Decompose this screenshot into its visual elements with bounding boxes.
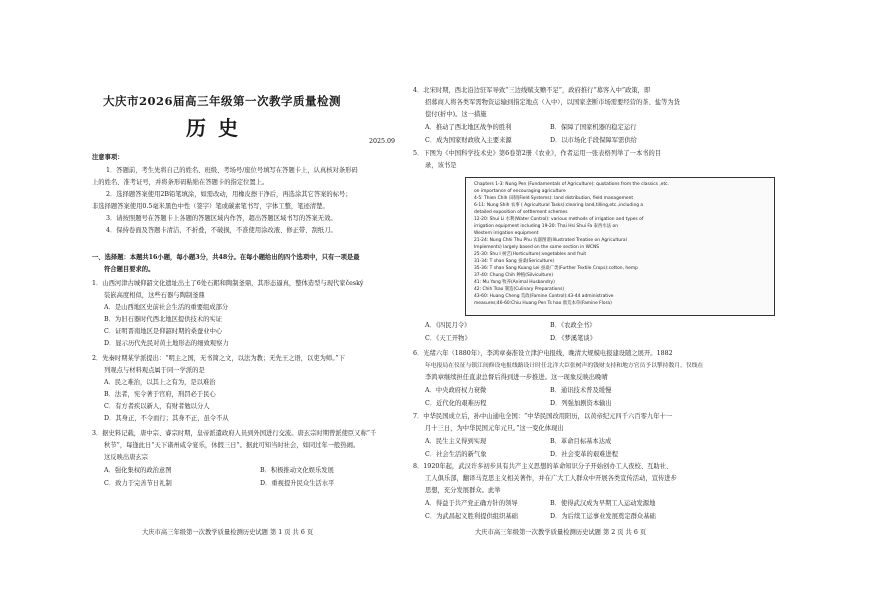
q3-option-c: C．致力于完善节日礼制 [104, 480, 172, 487]
q4-stem: 偿付(折中)。这一措施 [425, 111, 487, 118]
q6-stem: 李鸿章继续担任直隶总督后得到进一步推进。这一现象反映出晚晴 [425, 374, 608, 381]
q1-option-b: B．为旧石器时代西北地区提供技术的实证 [104, 316, 222, 323]
toc-line: 43-60: Huang Cheng 荒政(Famine Control):43-44 administrative [474, 294, 614, 299]
q4-stem: 招募商人将各类军需物资运输到指定地点（入中），以国家垄断市场需要经营的茶、盐等为货 [425, 99, 681, 106]
q3-stem: 秋节”，每逢此日“天下诸州咸令宴乐，休假三日”。据此可知当时社会，如同过年一般热闹。 [104, 442, 360, 449]
q1-stem: 装嵌高度相似，这些石器与陶制釜鼎 [104, 292, 205, 299]
q8-stem: 工人俱乐部，翻译马克思主义相关著作，并在广大工人群众中开展各类宣传活动，宣传进步 [425, 475, 677, 482]
q4-option-a: A．推动了西北地区战争的胜利 [425, 124, 512, 131]
left-page [0, 0, 430, 615]
q3-option-d: D．重视提升民众生活水平 [260, 480, 335, 487]
q8-stem: 思想，充分发展群众。此举 [425, 487, 501, 494]
exam-title: 大庆市2026届高三年级第一次教学质量检测 [103, 94, 342, 108]
q4-option-d: D．以市场化手段保障军需供给 [550, 137, 637, 144]
note-line: 2．选择题答案使用2B铅笔填涂，如需改动，用橡皮擦干净后，再选涂其它答案的标号； [106, 191, 352, 198]
q1-stem: 1．山西河津古城仰韶文化遗址出土了6处石耜和陶制釜鼎，其形态逼真，整体造型与现代家český [92, 280, 364, 287]
q5-option-b: B．《农政全书》 [550, 322, 596, 329]
q3-stem: 这反映出唐玄宗 [104, 454, 149, 461]
toc-line: Chapters 1-3: Nung Pen (Fundamentals of Agriculture): quotations from the classics ,etc. [474, 182, 669, 187]
q8-option-c: C．为武昌起义胜利提供组织基础 [425, 513, 518, 520]
q8-option-a: A．得益于共产党正确方针的领导 [425, 500, 518, 507]
toc-line: 12-20: Shui Li 水利(Water Control): various methods of irrigation and types of [474, 217, 644, 222]
q8-stem: 8．1920年起，武汉许多初步具有共产主义思想的革命知识分子开始创办工人夜校、互助社、 [413, 463, 673, 470]
subject-title: 历史 [186, 116, 250, 140]
q4-option-b: B．保障了国家机器的稳定运行 [550, 124, 637, 131]
note-line: 非选择题答案使用0.5毫米黑色中性（签字）笔或碳素笔书写，字体工整，笔迹清楚。 [92, 203, 329, 210]
toc-line: irrigation equipment including 19-20: Thai Hsi Shui Fa 泰西水法 on [474, 224, 619, 229]
q7-stem: 月十三日，为中华民国元年元旦。”这一变化体现出 [425, 425, 564, 432]
toc-line: 4-5: Thien Chih 田制(Field Systems): land distribution, field management [474, 196, 634, 201]
q1-option-d: D．显示历代先民对黄土地形态的细致观察力 [104, 340, 229, 347]
q7-option-a: A．民生主义得到实现 [425, 438, 487, 445]
q1-option-a: A．是山西地区史前社会生活的重要组成部分 [104, 304, 229, 311]
q6-stem: 6．光绪六年（1880年），李鸿章奏准设立津沪电报线，晚清大规模电报建设随之展开。1882 [413, 350, 673, 357]
q7-option-b: B．革命目标基本达成 [550, 438, 612, 445]
q6-option-b: B．通讯技术普及缓慢 [550, 387, 612, 394]
note-line: 4．保持卷面及答题卡清洁，不折叠，不破损，不准使用涂改液、修正带、刮纸刀。 [106, 227, 337, 234]
q2-option-a: A．民之难治，以其上之有为，是以难治 [104, 379, 216, 386]
note-line: 上的姓名、准考证号，并将条形码粘贴在答题卡的指定位置上。 [92, 179, 269, 186]
toc-line: 6-11: Nung Shih 农事 ( Agricultural Tasks):clearing land,tilling,etc.,including a [474, 203, 644, 208]
toc-line: measures;46-60:Chiu Huang Pen Ts hao 救荒本草(Famine Flora) [474, 301, 612, 306]
toc-line: 42: Chih Tsao 制造(Culinary Preparations) [474, 287, 565, 292]
toc-line: on importance of encouraging agriculture [474, 189, 566, 194]
q5-option-d: D．《梦溪笔谈》 [550, 335, 596, 342]
toc-line: 41: Mu Yang 牧养(Animal Husbandry) [474, 280, 555, 285]
q1-option-c: C．证明晋南地区是仰韶时期的桑蚕业中心 [104, 328, 223, 335]
toc-line: 37-40: Chung Chih 种植(Silviculture) [474, 273, 554, 278]
page-footer: 大庆市高三年级第一次教学质量检测历史试题 第 2 页 共 6 页 [475, 529, 647, 536]
toc-line: 35-36: T shan Sang Kuang Lei 蚕桑广类(Further Textile Crops):cotton, hemp [474, 266, 638, 271]
q3-stem: 3．据史料记载，唐中宗、睿宗时期，皇帝派遣政府人员到外国进行交流。唐玄宗时期曾派使臣又称“千 [92, 430, 377, 437]
toc-line: 25-30: Shu I 树艺(Horticulture):vegetables and fruit [474, 252, 587, 257]
section-heading-cont: 符合题目要求的。 [104, 266, 155, 273]
q2-stem: 2．先秦时期某学派提出：“明主之国，无书简之文，以法为教；无先王之语，以吏为师。”下 [92, 355, 345, 362]
notes-heading: 注意事项： [92, 154, 124, 161]
q5-option-c: C．《天工开物》 [425, 335, 471, 342]
q3-option-b: B．积极推动文化娱乐发展 [260, 467, 334, 474]
q7-option-c: C．社会生活的新气象 [425, 451, 487, 458]
q8-option-d: D．为后续工运事业发展奠定群众基础 [550, 513, 656, 520]
q8-option-b: B．使得武汉成为早期工人运动发源地 [550, 500, 656, 507]
q4-stem: 4．北宋时期，西北沿边驻军导致“三边线赋支赡不足”，政府推行“募客入中”政策，即 [413, 87, 651, 94]
q2-option-b: B．法者，宪令著于官府，刑罚必于民心 [104, 391, 216, 398]
q2-stem: 列观点与材料观点属于同一学派的是 [104, 367, 205, 374]
toc-line: Implements) largely based on the same section in WCNS [474, 245, 600, 250]
toc-line: detailed exposition of settlement schemes [474, 210, 568, 215]
q6-option-c: C．近代化的艰难历程 [425, 400, 487, 407]
q5-stem: 5．下图为《中国科学技术史》第6卷第2册《农业》，作者运用一张表格列举了一本书的目 [413, 150, 662, 157]
right-page [413, 0, 870, 615]
q5-stem: 录，该书是 [425, 162, 457, 169]
section-heading: 一、选择题：本题共16小题，每小题3分，共48分。在每小题给出的四个选项中，只有一项是最 [92, 254, 360, 261]
q2-option-c: C．有方者疾以新人，有财者勉以分人 [104, 403, 210, 410]
q6-stem: 年电报局在仪征与镇江间修设电报线路设计时任北洋大臣张树声的钱财支持和地方官员予以掣持数月，仅线在 [425, 363, 704, 369]
note-line: 3．请按照题号在答题卡上各题的答题区域内作答，超出答题区域书写的答案无效。 [106, 215, 337, 222]
q4-option-c: C．成为国家财政收入主要来源 [425, 137, 512, 144]
page-footer: 大庆市高三年级第一次教学质量检测历史试题 第 1 页 共 6 页 [142, 529, 314, 536]
table-of-contents-figure [465, 177, 775, 316]
q2-option-d: D．其身正，不令而行；其身不正，虽令不从 [104, 415, 229, 422]
note-line: 1．答题前，考生先将自己的姓名、班级、考场号/座位号填写在答题卡上，认真核对条形码 [106, 167, 358, 174]
q5-option-a: A．《四民月令》 [425, 322, 471, 329]
toc-line: Western irrigation equipment [474, 231, 539, 236]
exam-date: 2025.09 [369, 138, 396, 145]
q6-option-d: D．列强加剧资本输出 [550, 400, 612, 407]
q6-option-a: A．中央政府权力衰微 [425, 387, 487, 394]
q3-option-a: A．强化集权的政治意图 [104, 467, 172, 474]
toc-line: 31-34: T shan Sang 蚕桑(Sericulture) [474, 259, 555, 264]
q7-option-d: D．社会变革的艰难进程 [550, 451, 619, 458]
toc-line: 21-24: Nung Chhi Thu Phu 农器图谱(Illustrated Treatise on Agricultural [474, 238, 627, 243]
q7-stem: 7．中华民国成立后，孙中山通电全国：“中华民国改用阳历，以黄帝纪元四千六百零九年十一 [413, 413, 673, 420]
